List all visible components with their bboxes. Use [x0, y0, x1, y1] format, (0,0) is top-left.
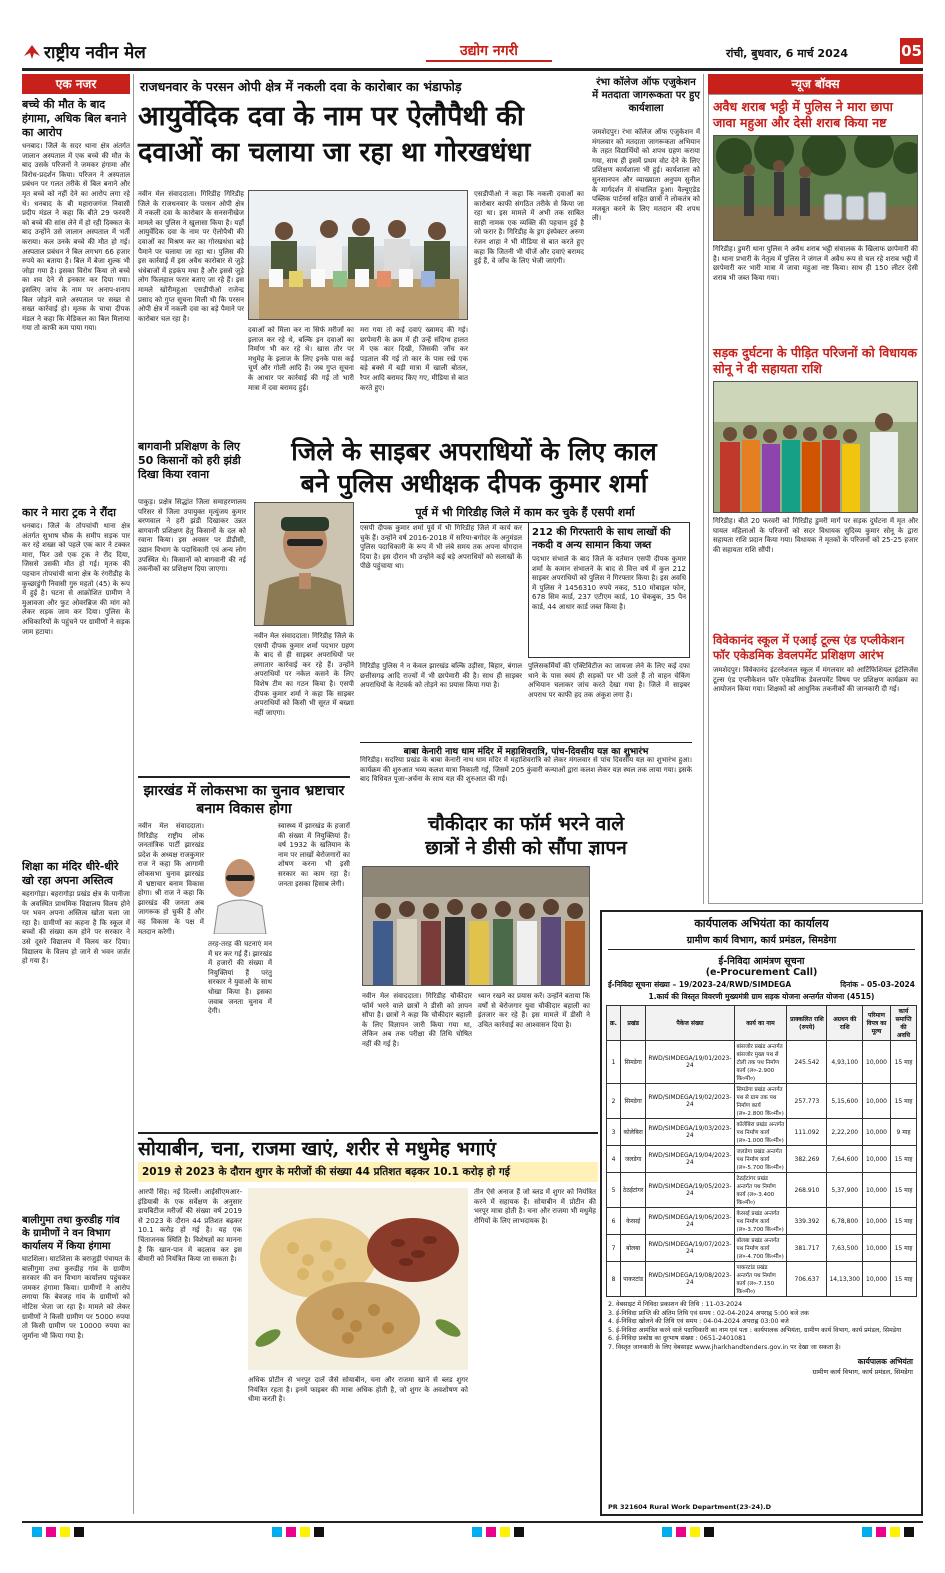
- cell-package: RWD/SIMDEGA/19/08/2023-24: [646, 1262, 734, 1297]
- col-block: प्रखंड: [621, 1006, 646, 1041]
- col-estimate: प्राक्कलित राशि (रुपये): [787, 1006, 827, 1041]
- cell-estimate: 706.637: [787, 1262, 827, 1297]
- cell-deposit: 14,13,300: [827, 1262, 863, 1297]
- cell-block: सिमडेगा: [621, 1084, 646, 1119]
- lead-photo: [248, 190, 468, 320]
- table-row: [607, 1235, 917, 1262]
- cell-serial: 7: [607, 1235, 621, 1262]
- cell-package: RWD/SIMDEGA/19/01/2023-24: [646, 1041, 734, 1084]
- cell-block: केरसई: [621, 1208, 646, 1235]
- left-story-1-title: बच्चे की मौत के बाद हंगामा, अधिक बिल बनाने का आरोप: [22, 98, 127, 139]
- loksabha-portrait: [208, 848, 272, 934]
- table-row: [607, 1041, 917, 1084]
- cell-block: जलडेगा: [621, 1146, 646, 1173]
- sp-headline-1: जिले के साइबर अपराधियों के लिए काल: [291, 437, 657, 466]
- left-story-2-body: धनबाद। जिले के तोपचांची थाना क्षेत्र अंतर्गत सुभाष चौक के समीप सड़क पार कर रहे शख्स को पहले एक कार ने टक्कर मारा, फिर उसे एक ट्रक ने रौंद दिया, जिससे उसकी मौत हो गई। मृतक की पहचान तोपचांची थाना क्षेत्र के रंगरीडीह के कुच्छाडुंगी निवासी गुरु महतो (45) के रूप में हुई है। घटना से आक्रोशित ग्रामीण ने मुआवजा और फुट ओवरब्रिज की मांग को लेकर सड़क जाम कर दिया। पुलिस के अधिकारियों के पहुंचने पर ग्रामीणों ने सड़क जाम हटाया।: [22, 522, 130, 636]
- cell-serial: 2: [607, 1084, 621, 1119]
- col-serial: क्र.: [607, 1006, 621, 1041]
- mid-column-divider: [703, 74, 704, 904]
- cell-deposit: 5,15,600: [827, 1084, 863, 1119]
- tender-office: कार्यपालक अभियंता का कार्यालय: [694, 917, 829, 930]
- cell-deposit: 6,78,800: [827, 1208, 863, 1235]
- loksabha-body-1: नवीन मेल संवाददाता। गिरिडीह राष्ट्रीय लोक जनतांत्रिक पार्टी झारखंड प्रदेश के अध्यक्ष राजकुमार राज ने कहा कि आगामी लोकसभा चुनाव झारखंड में भ्रष्टाचार बनाम विकास होगा। श्री राज ने कहा कि झारखंड की जनता अब जागरूक हो चुकी है और वह विकास के पक्ष में मतदान करेगी।: [138, 822, 204, 936]
- sp-box-body: पदभार संभाले के बाद जिले के वर्तमान एसपी दीपक कुमार शर्मा के कमान संभालने के बाद से वित्त वर्ष में कुल 212 साइबर अपराधियों को पुलिस ने गिरफ्तार किया है। इस अवधि में पुलिस ने 1456310 रुपये नकद, 510 मोबाइल फोन, 678 सिम कार्ड, 237 एटीएम कार्ड, 10 चेकबुक, 35 पैन कार्ड, 44 आधार कार्ड जब्त किया है।: [532, 555, 686, 611]
- sp-portrait: [254, 502, 354, 626]
- col-bill-cost: परिमाण विपत्र का मूल्य: [863, 1006, 891, 1041]
- chowkidar-body-2: ध्यान रखने का प्रयास करें। उन्होंने बताया कि वर्षों से बेरोजगार युवा चौकीदार बहाली का इंतजार कर रहे हैं। इस मामले में डीसी ने उचित कार्रवाई का आश्वासन दिया है।: [478, 992, 590, 1029]
- tender-note: 5. ई-निविदा आमंत्रित करने वाले पदाधिकारी का नाम एवं पता : कार्यपालक अभियंता, ग्रामीण कार्य विभाग, कार्य प्रमंडल, सिमडेगा: [608, 1326, 902, 1334]
- cell-package: RWD/SIMDEGA/19/02/2023-24: [646, 1084, 734, 1119]
- table-row: [607, 1262, 917, 1297]
- news-box: [708, 94, 923, 904]
- cell-block: पाकरटांड: [621, 1262, 646, 1297]
- cell-duration: 9 माह: [891, 1119, 917, 1146]
- col-deposit: अग्रधन की राशि: [827, 1006, 863, 1041]
- cell-deposit: 7,64,600: [827, 1146, 863, 1173]
- soybean-sub: 2019 से 2023 के दौरान शुगर के मरीजों की संख्या 44 प्रतिशत बढ़कर 10.1 करोड़ हो गई: [138, 1162, 598, 1182]
- lead-headline-2: दवाओं का चलाया जा रहा था गोरखधंधा: [138, 137, 531, 168]
- cell-block: बोलबा: [621, 1235, 646, 1262]
- tender-note: 2. वेबसाइट में निविदा प्रकाशन की तिथि : 11-03-2024: [608, 1301, 743, 1308]
- cell-serial: 5: [607, 1173, 621, 1208]
- masthead: [22, 38, 923, 66]
- cell-bill-cost: 10,000: [863, 1041, 891, 1084]
- cell-package: RWD/SIMDEGA/19/03/2023-24: [646, 1119, 734, 1146]
- news-2-title: सड़क दुर्घटना के पीड़ित परिजनों को विधायक सोनू ने दी सहायता राशि: [713, 345, 918, 376]
- loksabha-title: झारखंड में लोकसभा का चुनाव भ्रष्टाचार बनाम विकास होगा: [138, 776, 350, 818]
- section-name: उद्योग नगरी: [426, 41, 552, 62]
- tender-note: 3. ई-निविदा प्राप्ति की अंतिम तिथि एवं समय : 02-04-2024 अपराह्न 5:00 बजे तक: [608, 1309, 809, 1317]
- cell-package: RWD/SIMDEGA/19/07/2023-24: [646, 1235, 734, 1262]
- tender-notice: [600, 910, 923, 1516]
- cell-duration: 15 माह: [891, 1262, 917, 1297]
- cell-block: सिमडेगा: [621, 1041, 646, 1084]
- news-box-header: न्यूज बॉक्स: [708, 74, 923, 94]
- cell-bill-cost: 10,000: [863, 1146, 891, 1173]
- table-row: [607, 1084, 917, 1119]
- cell-work-name: केरसई प्रखंड अन्तर्गत पथ निर्माण कार्य (ल०-3.700 कि०मी०): [734, 1208, 787, 1235]
- lead-col-1: नवीन मेल संवाददाता। गिरिडीह गिरिडीह जिले के राजधनवार के परसन ओपी क्षेत्र में नकली दवा के कारोबार के सनसनीखेज मामले का पुलिस ने खुलासा किया है। यहाँ आयुर्वेदिक दवा के नाम पर ऐलोपैथी की दवाओं का मिश्रण कर का गोरखधंधा बड़े पैमाने पर चलाया जा रहा था। पुलिस की इस कार्रवाई में इस अवैध कारोबार से जुड़े धंधेबाजों में हड़कंप मचा है और इससे जुड़े लोग फिलहाल फरार बताए जा रहे हैं। इस मामले खोरीमहुआ एसडीपीओ राजेन्द्र प्रसाद को गुप्त सूचना मिली थी कि परसन ओपी क्षेत्र में नकली दवा का बड़े पैमाने पर कारोबार चल रहा है।: [138, 190, 244, 323]
- page-number: 05: [900, 38, 923, 64]
- cell-serial: 6: [607, 1208, 621, 1235]
- paper-name: राष्ट्रीय नवीन मेल: [44, 43, 146, 63]
- cell-serial: 3: [607, 1119, 621, 1146]
- cell-package: RWD/SIMDEGA/19/06/2023-24: [646, 1208, 734, 1235]
- chowkidar-body-1: नवीन मेल संवाददाता। गिरिडीह चौकीदार फॉर्म भरने वाले छात्रों ने डीसी को ज्ञापन सौंपा है। छात्रों ने कहा कि चौकीदार बहाली के लिए विज्ञापन जारी किया गया था, लेकिन अब तक परीक्षा की तिथि घोषित नहीं की गई है।: [362, 992, 472, 1048]
- sp-box-title: 212 की गिरफ्तारी के साथ लाखों की नकदी व अन्य सामान किया जब्त: [532, 527, 671, 551]
- soybean-col-3: तीन ऐसे अनाज हैं जो ब्लड में शुगर को नियंत्रित करने में सहायक हैं। सोयाबीन में प्रोटीन की भरपूर मात्रा होती है। चना और राजमा भी मधुमेह रोगियों के लिए लाभदायक है।: [474, 1188, 596, 1225]
- cell-deposit: 4,93,100: [827, 1041, 863, 1084]
- cell-estimate: 257.773: [787, 1084, 827, 1119]
- table-row: [607, 1173, 917, 1208]
- loksabha-body-2: तरह-तरह की घटनाएं मन में घर कर गई हैं। झारखंड में हजारों की संख्या में नियुक्तियां हैं परंतु सरकार ने युवाओं के साथ धोखा किया है। इसका जवाब जनता चुनाव में देगी।: [208, 940, 272, 1016]
- lead-headline-1: आयुर्वेदिक दवा के नाम पर ऐलौपैथी की: [138, 101, 524, 132]
- tender-note: 7. विस्तृत जानकारी के लिए वेबसाइट www.jharkhandtenders.gov.in पर देखा जा सकता है।: [608, 1343, 841, 1351]
- sp-col-c: गिरिडीह पुलिस ने न केवल झारखंड बल्कि उड़ीसा, बिहार, बंगाल छत्तीसगढ़ आदि राज्यों में भी छापेमारी की है। साथ ही साइबर अपराधियों के नेटवर्क को तोड़ने का प्रयास किया गया है।: [360, 662, 522, 690]
- cell-bill-cost: 10,000: [863, 1208, 891, 1235]
- cell-estimate: 382.269: [787, 1146, 827, 1173]
- cell-estimate: 245.542: [787, 1041, 827, 1084]
- news-2-body: गिरिडीह। बीते 20 फरवरी को गिरिडीह डुमरी मार्ग पर सड़क दुर्घटना में मृत और घायल महिलाओं के परिजनों को सदर विधायक सुदिव्य कुमार सोनू के द्वारा सहायता राशि प्रदान किया गया। विधायक ने मृतकों के परिजनों को 25-25 हजार की सहायता राशि सौंपी।: [713, 517, 918, 554]
- rns-body: जमशेदपुर। रंभा कॉलेज ऑफ एजुकेशन में मंगलवार को मतदाता जागरूकता अभियान के तहत विद्यार्थियों को शपथ ग्रहण कराया गया, साथ ही इसमें प्रथम वोट देने के लिए प्रशिक्षण कार्यशाला भी हुई। कार्यशाला को सुनसानपन और व्याख्याता अनुपम सुनील के मार्गदर्शन में संचालित हुआ। वैल्यूएडेड पब्लिक पार्टनर्स सहित छात्रों ने लोकतंत्र को मजबूत करने के लिए मतदान की शपथ ली।: [592, 128, 700, 223]
- cell-duration: 15 माह: [891, 1041, 917, 1084]
- lead-col-2: दवाओं को मिला कर ना सिर्फ मरीजों का इलाज कर रहे थे, बल्कि इन दवाओं का निर्माण भी कर रहे थे। खास तौर पर मधुमेह के इलाज के लिए इनके पास कई चूर्ण और गोली आदि हैं। जब गुप्त सूचना के आधार पर कार्रवाई की गई तो भारी मात्रा में दवा बरामद हुई।: [248, 326, 354, 392]
- ek-nazar-header: एक नजर: [22, 74, 130, 94]
- sp-col-a: नवीन मेल संवाददाता। गिरिडीह जिले के एसपी दीपक कुमार शर्मा पदभार ग्रहण के बाद से ही साइबर अपराधियों पर लगातार कार्रवाई कर रहे हैं। उन्होंने अपराधियों पर नकेल कसने के लिए विशेष टीम का गठन किया है। एसपी दीपक कुमार शर्मा ने कहा कि साइबर अपराधियों को किसी भी सूरत में बख्शा नहीं जाएगा।: [254, 632, 354, 717]
- cell-work-name: पाकरटांड प्रखंड अन्तर्गत पथ निर्माण कार्य (ल०-7.150 कि०मी०): [734, 1262, 787, 1297]
- ek-nazar-column: [22, 74, 130, 1516]
- cell-package: RWD/SIMDEGA/19/05/2023-24: [646, 1173, 734, 1208]
- cell-duration: 15 माह: [891, 1235, 917, 1262]
- news-1-title: अवैध शराब भट्ठी में पुलिस ने मारा छापा जावा महुआ और देसी शराब किया नष्ट: [713, 99, 893, 130]
- tender-pr: PR 321604 Rural Work Department(23-24).D: [608, 1503, 772, 1511]
- bagwani-body: पाकुड़। प्रक्षेत्र सिद्धांत जिला समाहरणालय परिसर से जिला उपायुक्त मृत्युंजय कुमार बरणवाल ने हरी झंडी दिखाकर उन्नत बागवानी प्रशिक्षण हेतु किसानों के दल को रवाना किया। इस अवसर पर डीडीसी, उद्यान विभाग के पदाधिकारी एवं अन्य लोग उपस्थित थे। किसानों को बागवानी की नई तकनीकों का प्रशिक्षण दिया जाएगा।: [138, 498, 246, 574]
- cell-bill-cost: 10,000: [863, 1119, 891, 1146]
- cell-deposit: 5,37,900: [827, 1173, 863, 1208]
- cell-deposit: 2,22,200: [827, 1119, 863, 1146]
- tender-note: 4. ई-निविदा खोलने की तिथि एवं समय : 04-04-2024 अपराह्न 03:00 बजे: [608, 1318, 789, 1326]
- left-story-2-title: कार ने मारा ट्रक ने रौंदा: [22, 506, 116, 519]
- cell-bill-cost: 10,000: [863, 1084, 891, 1119]
- left-story-4-title: बालीगुमा तथा कुरुडीह गांव के ग्रामीणों ने वन विभाग कार्यालय में किया हंगामा: [22, 1215, 120, 1252]
- tender-signature-sub: ग्रामीण कार्य विभाग, कार्य प्रमंडल, सिमडेगा: [812, 1367, 913, 1376]
- baba-title: बाबा केनारी नाथ धाम मंदिर में महाशिवरात्रि, पांच-दिवसीय यज्ञ का शुभारंभ: [360, 742, 692, 757]
- color-registration-bar: [22, 1521, 923, 1535]
- tender-ref: ई-निविदा सूचना संख्या – 19/2023-24/RWD/SIMDEGA: [608, 980, 792, 989]
- cell-work-name: ठेठईटांगर प्रखंड अन्तर्गत पथ निर्माण कार्य (ल०-3.400 कि०मी०): [734, 1173, 787, 1208]
- table-row: [607, 1208, 917, 1235]
- chowkidar-title-1: चौकीदार का फॉर्म भरने वाले: [427, 813, 625, 835]
- sp-col-d: पुलिसकर्मियों की एक्टिविटीज का जायजा लेने के लिए कई दफा थाने के पास स्वयं ही सड़कों पर भी उतरे हैं तो वाहन चेकिंग अभियान चलाकर जांच करते देखा गया है। जिले में साइबर अपराध पर काफी हद तक अंकुश लगा है।: [528, 662, 690, 699]
- left-story-1-body: धनबाद। जिले के सदर थाना क्षेत्र अंतर्गत जालान अस्पताल में एक बच्चे की मौत के बाद उसके परिजनों ने जमकर हंगामा और विरोध-प्रदर्शन किया। परिजन ने अस्पताल प्रबंधन पर गलत तरीके से बिल बनाने और मृत बच्चे को नहीं देने का आरोप लगा रहे थे। धनबाद के बी महाराजगंज निवासी प्रदीप मंडल ने कहा कि बीते 29 फरवरी को बच्चे की सांस लेने में हो रही दिक्कत के बाद उन्होंने उसे जालान अस्पताल में भर्ती कराया। कल उनके बच्चे की मौत हो गई। अस्पताल प्रबंधन ने बिल लगभग 66 हजार रुपये का बताया है। बिल में बेजा शुल्क भी जोड़ा गया है। इसका विरोध किया तो बच्चे का शव देने से इनकार कर दिया गया। इसलिए जांच के नाम पर अनाप-शनाप बिल जोड़ने वाले अस्पताल पर सख्त से सख्त कार्रवाई हो। मृतक के चाचा दीपक मंडल ने कहा कि मेडिकल का बिल मिलाया गया तो काफी कम पाया गया।: [22, 142, 130, 333]
- left-story-3-body: बहरागोड़ा। बहरागोड़ा प्रखंड क्षेत्र के पानीजा के अवस्थित प्राथमिक विद्यालय विलय होने पर भवन अपना अस्तित्व खोता चला जा रहा है। ग्रामीणों का कहना है कि स्कूल में बच्चों की संख्या कम होने पर सरकार ने उसे दूसरे विद्यालय में विलय कर दिया। विद्यालय के विलय हो जाने से भवन जर्जर हो गया है।: [22, 890, 130, 966]
- cell-work-name: बोलबा प्रखंड अन्तर्गत पथ निर्माण कार्य (ल०-4.700 कि०मी०): [734, 1235, 787, 1262]
- cell-work-name: कोलेबिरा प्रखंड अन्तर्गत पथ निर्माण कार्य (ल०-1.000 कि०मी०): [734, 1119, 787, 1146]
- cell-work-name: सिमडेगा प्रखंड अन्तर्गत पथ से ग्राम तक पथ निर्माण कार्य (ल०-2.800 कि०मी०): [734, 1084, 787, 1119]
- cell-deposit: 7,63,500: [827, 1235, 863, 1262]
- soybean-photo: [248, 1188, 468, 1370]
- rns-title: रंभा कॉलेज ऑफ एजुकेशन में मतदाता जागरूकता पर हुए कार्यशाला: [592, 77, 700, 114]
- tender-notes: [608, 1301, 915, 1353]
- sp-col-b: एसपी दीपक कुमार शर्मा पूर्व में भी गिरिडीह जिले में कार्य कर चुके हैं। उन्होंने वर्ष 2016-2018 में सरिया-बगोदर के अनुमंडल पुलिस पदाधिकारी के रूप में भी लंबे समय तक अपना योगदान दिया है। इस दौरान भी उन्होंने कई बड़े अपराधियों को सलाखों के पीछे पहुंचाया था।: [360, 524, 522, 571]
- news-2-photo: [713, 381, 918, 513]
- cell-bill-cost: 10,000: [863, 1262, 891, 1297]
- cell-duration: 15 माह: [891, 1146, 917, 1173]
- table-row: [607, 1119, 917, 1146]
- news-3-title: विवेकानंद स्कूल में एआई टूल्स एंड एप्लीकेशन फॉर एकेडमिक डेवलपमेंट प्रशिक्षण आरंभ: [713, 633, 905, 662]
- cell-estimate: 111.092: [787, 1119, 827, 1146]
- news-1-body: गिरिडीह। डुमरी थाना पुलिस ने अवैध शराब भट्ठी संचालक के खिलाफ छापेमारी की है। थाना प्रभारी के नेतृत्व में पुलिस ने जंगल में अवैध रूप से चल रहे शराब भट्ठी में छापेमारी कर भारी मात्रा में जावा महुआ नष्ट किया। साथ ही 150 लीटर देसी शराब भी जब्त किया गया।: [713, 245, 918, 282]
- cell-serial: 8: [607, 1262, 621, 1297]
- masthead-rule: [22, 68, 923, 71]
- cell-package: RWD/SIMDEGA/19/04/2023-24: [646, 1146, 734, 1173]
- cell-bill-cost: 10,000: [863, 1173, 891, 1208]
- left-column-divider: [133, 74, 134, 1514]
- soybean-col-2: अधिक प्रोटीन से भरपूर दालें जैसे सोयाबीन, चना और राजमा खाने से ब्लड शुगर नियंत्रित रहता है। इनमें फाइबर की मात्रा अधिक होती है, जो शुगर के अवशोषण को धीमा करती है।: [248, 1376, 468, 1404]
- col-work-name: कार्य का नाम: [734, 1006, 787, 1041]
- tender-date: दिनांक – 05-03-2024: [840, 980, 915, 989]
- cell-estimate: 268.910: [787, 1173, 827, 1208]
- cell-block: कोलेबिरा: [621, 1119, 646, 1146]
- cell-estimate: 339.392: [787, 1208, 827, 1235]
- sp-headline-2: बने पुलिस अधीक्षक दीपक कुमार शर्मा: [300, 469, 648, 498]
- news-3-body: जमशेदपुर। विवेकानंद इंटरनेशनल स्कूल में मंगलवार को आर्टिफिशियल इंटेलिजेंस टूल्स एंड एप्लीकेशन फॉर एकेडमिक डेवलपमेंट विषय पर प्रशिक्षण कार्यक्रम का आयोजन किया गया। शिक्षकों को आधुनिक तकनीकों की जानकारी दी गई।: [713, 666, 918, 694]
- tender-table: [606, 1005, 917, 1297]
- tender-signature: कार्यपालक अभियंता: [857, 1356, 913, 1366]
- cell-bill-cost: 10,000: [863, 1235, 891, 1262]
- cell-work-name: जलडेगा प्रखंड अन्तर्गत पथ निर्माण कार्य (ल०-5.700 कि०मी०): [734, 1146, 787, 1173]
- col-package: पैकेज संख्या: [646, 1006, 734, 1041]
- soybean-col-1: आरपी सिंह। नई दिल्ली। आईसीएमआर-इंडियाबी के एक सर्वेक्षण के अनुसार डायबिटीज मरीजों की संख्या वर्ष 2019 से 2023 के दौरान 44 प्रतिशत बढ़कर 10.1 करोड़ हो गई है। यह एक चिंताजनक स्थिति है। विशेषज्ञों का मानना है कि खान-पान में बदलाव कर इस बीमारी को नियंत्रित किया जा सकता है।: [138, 1188, 242, 1264]
- cell-block: ठेठईटांगर: [621, 1173, 646, 1208]
- col-duration: कार्य समाप्ति की अवधि: [891, 1006, 917, 1041]
- lead-kicker: राजधनवार के परसन ओपी क्षेत्र में नकली दवा के कारोबार का भंडाफोड़: [140, 79, 462, 94]
- soybean-title: सोयाबीन, चना, राजमा खाएं, शरीर से मधुमेह भगाएं: [138, 1132, 598, 1161]
- tender-title-en: (e-Procurement Call): [705, 967, 818, 978]
- cell-work-name: बांसजोर प्रखंड अन्तर्गत बांसजोर मुख्य पथ से टोली तक पथ निर्माण कार्य (ल०-2.900 कि०मी०): [734, 1041, 787, 1084]
- tender-table-header: [607, 1006, 917, 1041]
- tender-note: 6. ई-निविदा प्रकोष्ठ का दूरभाष संख्या : 0651-2401081: [608, 1335, 747, 1343]
- bagwani-title: बागवानी प्रशिक्षण के लिए 50 किसानों को हरी झंडी दिखा किया रवाना: [138, 440, 241, 481]
- tender-dept: ग्रामीण कार्य विभाग, कार्य प्रमंडल, सिमडेगा: [608, 933, 915, 950]
- loksabha-body-3: स्वास्थ्य में झारखंड के हजारों की संख्या में नियुक्तियां हैं। वर्ष 1932 के खतियान के नाम पर लाखों बेरोजगारों का शोषण करना भी इसी सरकार का काम रहा है। जनता इसका हिसाब लेगी।: [278, 822, 350, 888]
- paper-logo-icon: [22, 42, 42, 62]
- cell-serial: 4: [607, 1146, 621, 1173]
- sp-subhead: पूर्व में भी गिरिडीह जिले में काम कर चुके हैं एसपी शर्मा: [360, 505, 690, 523]
- lead-col-3: मरा गया तो कई दवाएं ख्वामद की गई। छापेमारी के क्रम में ही उन्हें संदिग्ध हालत में एक कार दिखी, जिसकी जाँच कर पड़ताल की गई तो कार के पास रखे एक बड़े बक्से में बड़ी मात्रा में खाली बोतल, रैपर आदि बरामद किए गए, मीडिया से बात करते हुए।: [360, 326, 468, 392]
- lead-col-4: एसडीपीओ ने कहा कि नकली दवाओं का कारोबार काफी संगठित तरीके से किया जा रहा था। इस मामले में अभी तक साबित साही नामक एक व्यक्ति की पहचान हुई है जो फरार है। गिरिडीह के ड्रग इंस्पेक्टर अरुण रंजन शाहा ने भी मीडिया से बात करते हुए कहा कि जितनी भी चीजें और दवाएं बरामद हुई हैं, वे जाँच के लिए भेजी जाएंगी।: [474, 190, 584, 266]
- cell-duration: 15 माह: [891, 1208, 917, 1235]
- table-row: [607, 1146, 917, 1173]
- left-story-4-body: घाटशिला। घाटशिला के बराजुड़ी पंचायत के बालीगुमा तथा कुरुडीह गांव के ग्रामीण सरकार की वन विभाग कार्यालय पहुंचकर जमकर हंगामा किया। ग्रामीणों ने आरोप लगाया कि बेवजह गांव के ग्रामीणों को नोटिस भेजा जा रहा है। मामले को लेकर ग्रामीणों ने किसी ग्रामीण पर 5000 रुपया तो किसी ग्रामीण पर 10000 रुपया का जुर्माना भी किया गया है।: [22, 1255, 130, 1340]
- tender-title-hi: ई-निविदा आमंत्रण सूचना: [718, 956, 805, 967]
- chowkidar-title-2: छात्रों ने डीसी को सौंपा ज्ञापन: [425, 837, 627, 859]
- cell-duration: 15 माह: [891, 1084, 917, 1119]
- cell-serial: 1: [607, 1041, 621, 1084]
- chowkidar-photo: [362, 866, 590, 986]
- news-1-photo: [713, 135, 918, 241]
- cell-estimate: 381.717: [787, 1235, 827, 1262]
- baba-body: गिरिडीह। सदरिया प्रखंड के बाबा केनारी नाथ धाम मंदिर में महाशिवरात्रि को लेकर मंगलवार से पांच दिवसीय यज्ञ का शुभारंभ हुआ। कार्यक्रम की शुरुआत भव्य कलश यात्रा निकाली गई, जिसमें 205 कुंवारी कन्याओं द्वारा कलश लेकर यज्ञ स्थल तक लाया गया। इसके बाद विधिवत पूजा-अर्चना के साथ यज्ञ की शुरुआत की गई।: [360, 756, 692, 784]
- left-story-3-title: शिक्षा का मंदिर धीरे-धीरे खो रहा अपना अस्तित्व: [22, 860, 119, 887]
- tender-scheme: 1.कार्य की विस्तृत विवरणी मुख्यमंत्री ग्राम सड़क योजना अन्तर्गत योजना (4515): [648, 992, 875, 1001]
- dateline: रांची, बुधवार, 6 मार्च 2024: [726, 47, 849, 60]
- sp-box: [528, 522, 690, 658]
- cell-duration: 15 माह: [891, 1173, 917, 1208]
